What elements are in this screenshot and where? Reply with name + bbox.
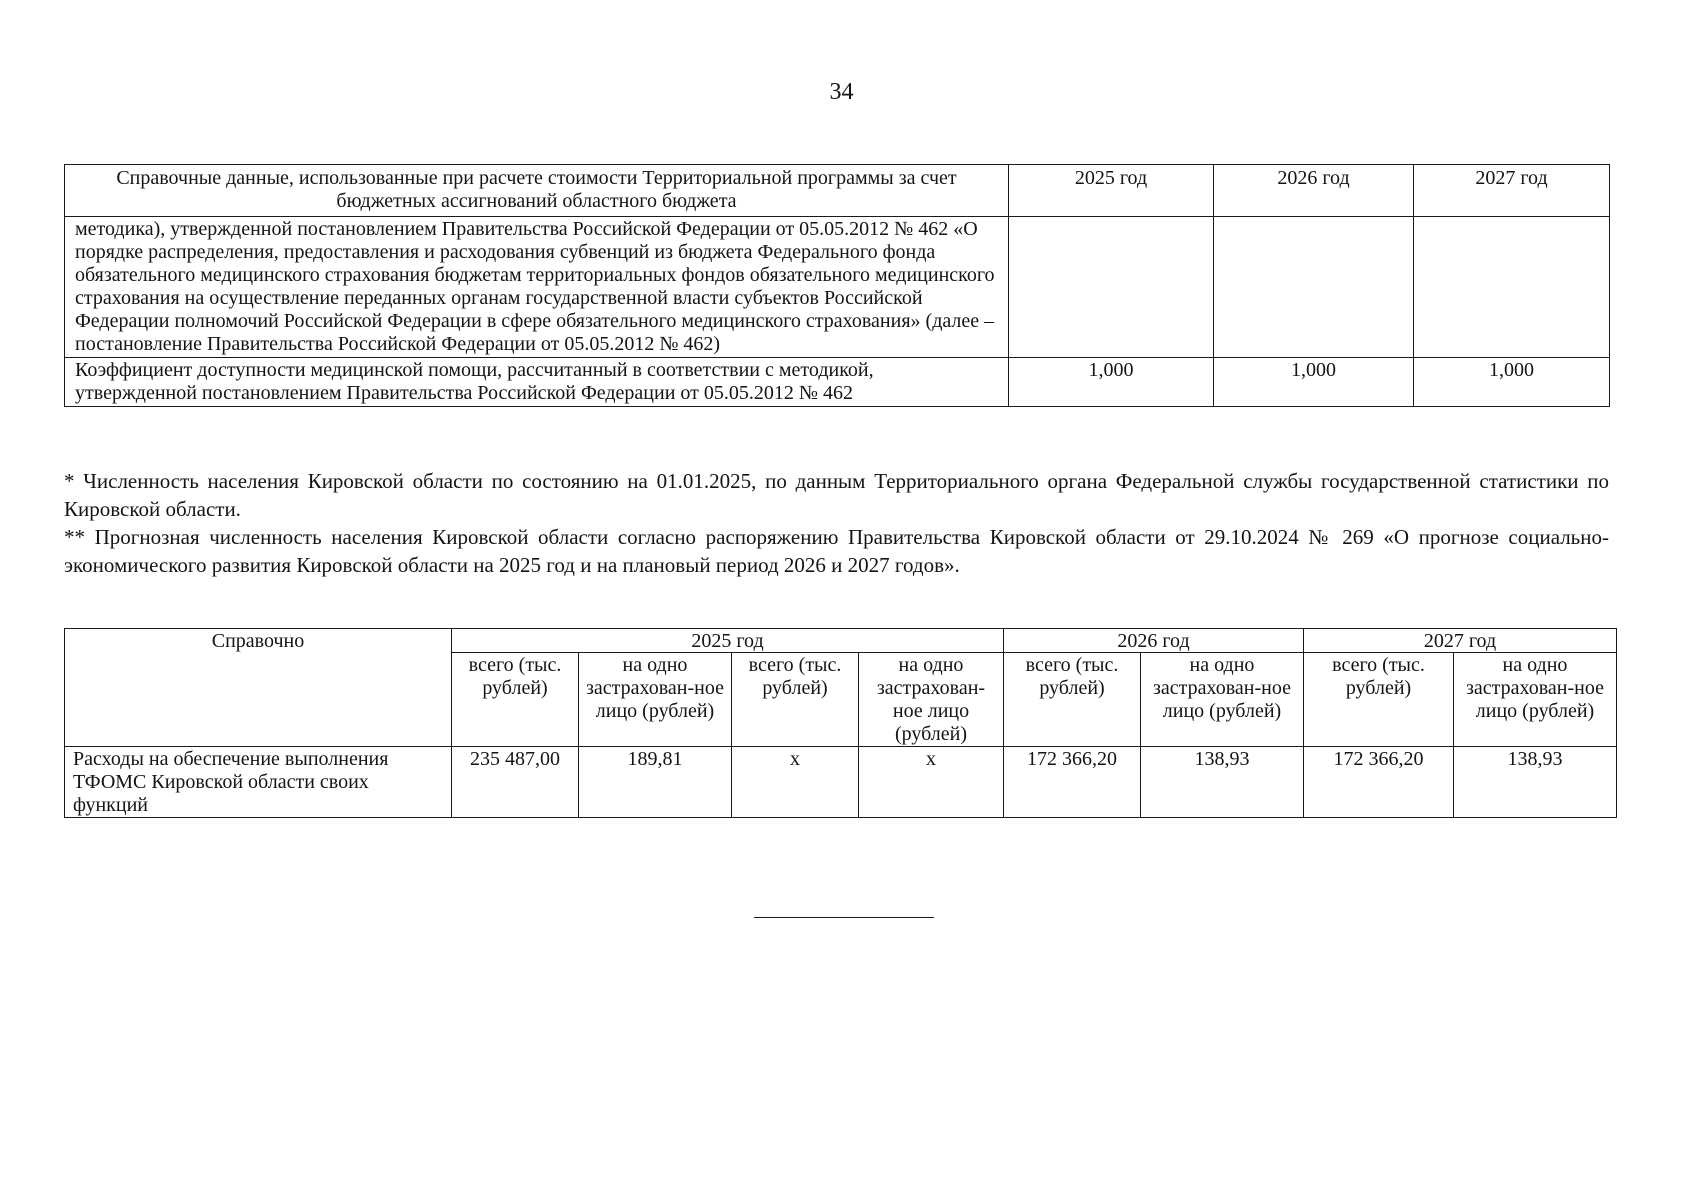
- table-row: [65, 217, 1610, 358]
- table-row: [65, 358, 1610, 407]
- reference-data-table: [64, 164, 1610, 407]
- value-2025-total: 235 487,00: [452, 747, 579, 818]
- header-year-2027: 2027 год: [1304, 629, 1617, 653]
- row-value-2027: [1414, 217, 1610, 358]
- header-year-2026: 2026 год: [1004, 629, 1304, 653]
- expenses-table: [64, 628, 1617, 818]
- value-2025-total: х: [732, 747, 859, 818]
- value-2026-per-insured: 138,93: [1141, 747, 1304, 818]
- value-2027-per-insured: 138,93: [1454, 747, 1617, 818]
- header-year-2027: 2027 год: [1414, 165, 1610, 217]
- header-label: Справочные данные, использованные при расчете стоимости Территориальной программы за счет бюджетных ассигнований областного бюджета: [65, 165, 1009, 217]
- footnotes: [64, 467, 1609, 579]
- subheader-per-insured: на одно застрахован-ное лицо (рублей): [579, 653, 732, 747]
- footnote-population: * Численность населения Кировской области по состоянию на 01.01.2025, по данным Территориального органа Федеральной службы государственной статистики по Кировской области.: [64, 469, 1609, 521]
- table-header-row: [65, 165, 1610, 217]
- subheader-per-insured: на одно застрахован-ное лицо (рублей): [1454, 653, 1617, 747]
- closing-divider: [754, 917, 934, 918]
- subheader-per-insured: на одно застрахован-ное лицо (рублей): [1141, 653, 1304, 747]
- header-year-2026: 2026 год: [1214, 165, 1414, 217]
- row-value-2026: 1,000: [1214, 358, 1414, 407]
- value-2025-per-insured: х: [859, 747, 1004, 818]
- table-header-row: [65, 629, 1617, 653]
- subheader-total: всего (тыс. рублей): [452, 653, 579, 747]
- subheader-per-insured: на одно застрахован-ное лицо (рублей): [859, 653, 1004, 747]
- value-2026-total: 172 366,20: [1004, 747, 1141, 818]
- page-number: 34: [829, 79, 854, 105]
- table-row: [65, 747, 1617, 818]
- row-value-2026: [1214, 217, 1414, 358]
- footnote-forecast: ** Прогнозная численность населения Кировской области согласно распоряжению Правительства Кировской области от 29.10.2024 № 269 «О прогнозе социально-экономического развития Кировской области на 2025 год и на плановый период 2026 и 2027 годов».: [64, 525, 1609, 577]
- row-value-2025: [1009, 217, 1214, 358]
- row-value-2027: 1,000: [1414, 358, 1610, 407]
- header-year-2025: 2025 год: [1009, 165, 1214, 217]
- value-2027-total: 172 366,20: [1304, 747, 1454, 818]
- row-text: Коэффициент доступности медицинской помощи, рассчитанный в соответствии с методикой, утвержденной постановлением Правительства Российской Федерации от 05.05.2012 № 462: [65, 358, 1009, 407]
- corner-label: Справочно: [65, 629, 452, 747]
- header-year-2025: 2025 год: [452, 629, 1004, 653]
- row-label: Расходы на обеспечение выполнения ТФОМС Кировской области своих функций: [65, 747, 452, 818]
- subheader-total: всего (тыс. рублей): [1004, 653, 1141, 747]
- subheader-total: всего (тыс. рублей): [1304, 653, 1454, 747]
- row-value-2025: 1,000: [1009, 358, 1214, 407]
- subheader-total: всего (тыс. рублей): [732, 653, 859, 747]
- row-text: методика), утвержденной постановлением Правительства Российской Федерации от 05.05.2012 № 462 «О порядке распределения, предоставления и расходования субвенций из бюджета Федерального фонда обязательного медицинского страхования бюджетам территориальных фондов обязательного медицинского страхования на осуществление переданных органам государственной власти субъектов Российской Федерации полномочий Российской Федерации в сфере обязательного медицинского страхования» (далее – постановление Правительства Российской Федерации от 05.05.2012 № 462): [65, 217, 1009, 358]
- value-2025-per-insured: 189,81: [579, 747, 732, 818]
